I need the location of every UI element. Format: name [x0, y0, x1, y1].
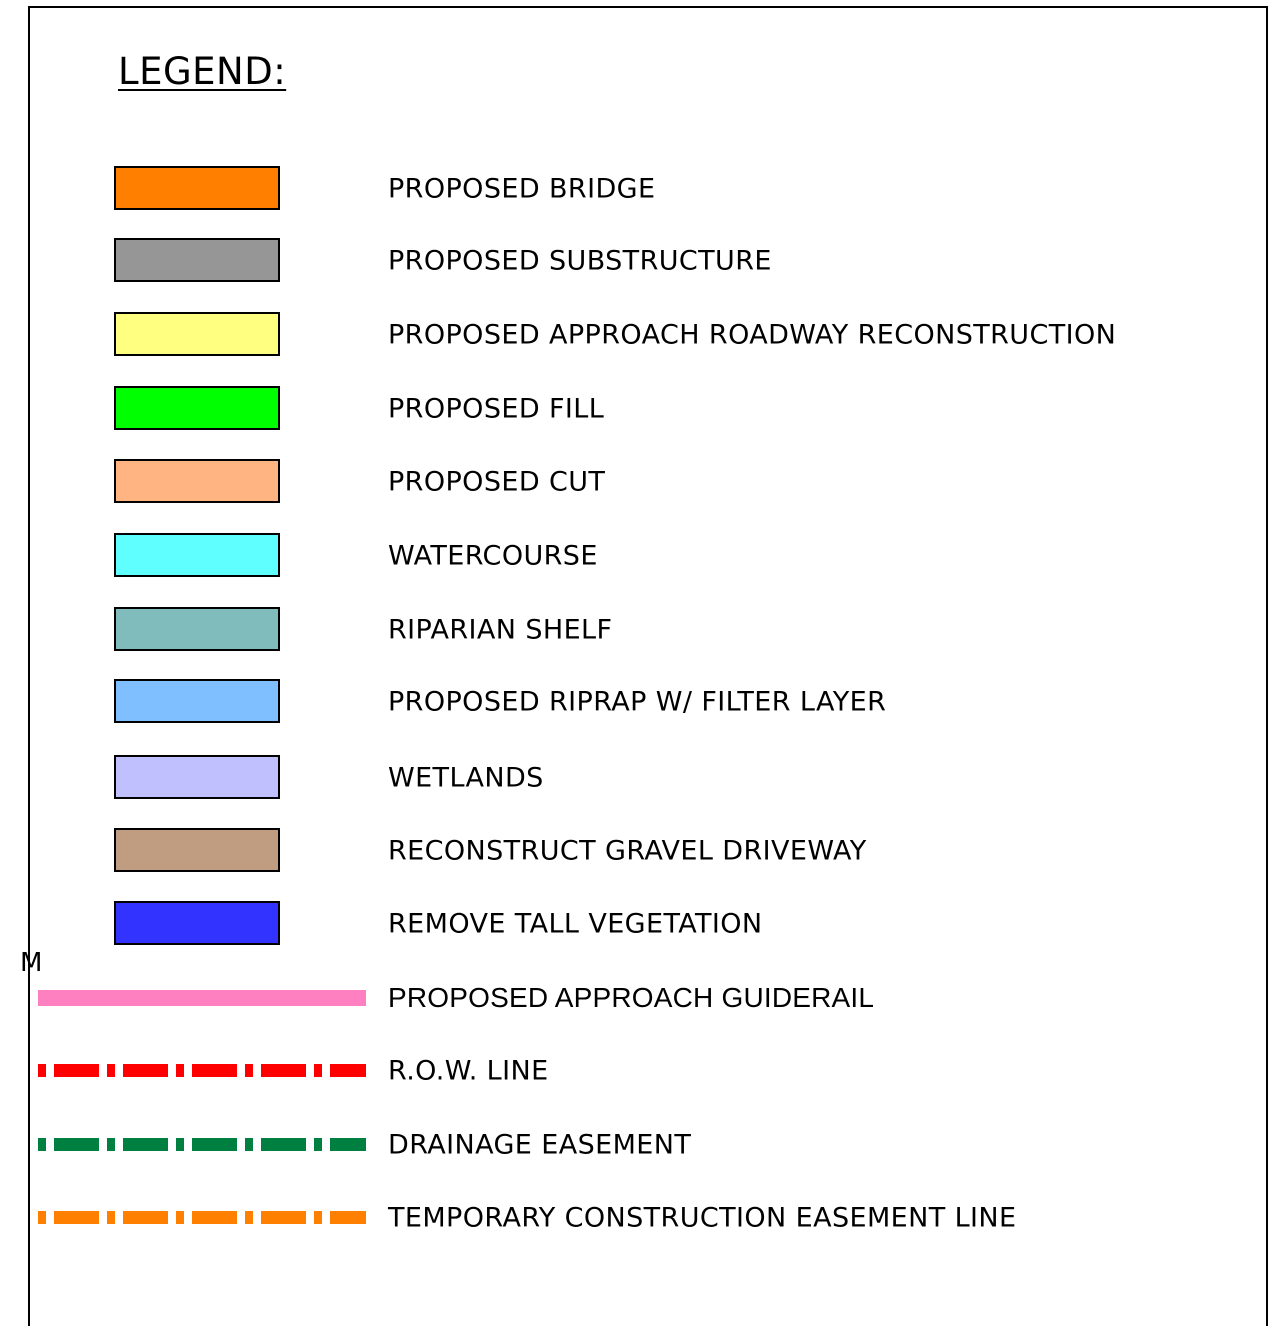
- legend-item-label: PROPOSED FILL: [388, 393, 605, 425]
- legend-item-label: REMOVE TALL VEGETATION: [388, 908, 763, 940]
- line-segment: [261, 1211, 306, 1224]
- color-swatch: [114, 166, 280, 210]
- legend-item-approach-roadway: [0, 312, 1274, 358]
- legend-item-label: PROPOSED RIPRAP W/ FILTER LAYER: [388, 686, 887, 718]
- legend-item-proposed-bridge: [0, 166, 1274, 212]
- legend-item-label: RECONSTRUCT GRAVEL DRIVEWAY: [388, 835, 867, 867]
- legend-item-label: TEMPORARY CONSTRUCTION EASEMENT LINE: [388, 1202, 1017, 1234]
- color-swatch: [114, 459, 280, 503]
- line-segment: [54, 1138, 99, 1151]
- legend-item-riprap: [0, 679, 1274, 725]
- color-swatch: [114, 828, 280, 872]
- legend-item-guiderail: [0, 975, 1274, 1021]
- line-symbol: [36, 1208, 368, 1228]
- line-segment: [123, 1211, 168, 1224]
- line-segment: [261, 1138, 306, 1151]
- color-swatch: [114, 312, 280, 356]
- line-segment: [54, 1064, 99, 1077]
- line-segment: [330, 1211, 366, 1224]
- line-segment: [245, 1211, 253, 1224]
- line-segment: [38, 990, 366, 1006]
- line-segment: [123, 1138, 168, 1151]
- line-segment: [261, 1064, 306, 1077]
- line-segment: [54, 1211, 99, 1224]
- line-segment: [192, 1064, 237, 1077]
- legend-item-gravel-driveway: [0, 828, 1274, 874]
- legend-item-label: R.O.W. LINE: [388, 1055, 549, 1087]
- line-segment: [38, 1064, 46, 1077]
- legend-item-label: PROPOSED APPROACH GUIDERAIL: [388, 982, 875, 1013]
- line-symbol: [36, 988, 368, 1008]
- legend-item-proposed-substructure: [0, 238, 1274, 284]
- line-segment: [123, 1064, 168, 1077]
- line-segment: [107, 1064, 115, 1077]
- line-segment: [314, 1211, 322, 1224]
- line-segment: [330, 1138, 366, 1151]
- color-swatch: [114, 679, 280, 723]
- legend-item-label: PROPOSED BRIDGE: [388, 173, 656, 205]
- legend-item-row-line: [0, 1048, 1274, 1094]
- line-segment: [38, 1138, 46, 1151]
- legend-item-label: PROPOSED SUBSTRUCTURE: [388, 245, 772, 277]
- legend-item-label: PROPOSED CUT: [388, 466, 606, 498]
- color-swatch: [114, 755, 280, 799]
- color-swatch: [114, 607, 280, 651]
- line-segment: [176, 1211, 184, 1224]
- legend-item-tall-vegetation: [0, 901, 1274, 947]
- line-segment: [176, 1064, 184, 1077]
- legend-item-riparian-shelf: [0, 607, 1274, 653]
- line-segment: [314, 1138, 322, 1151]
- line-segment: [176, 1138, 184, 1151]
- line-segment: [330, 1064, 366, 1077]
- legend-item-label: PROPOSED APPROACH ROADWAY RECONSTRUCTION: [388, 319, 1117, 351]
- clipped-glyph: M: [20, 948, 43, 978]
- legend-item-label: WETLANDS: [388, 762, 544, 794]
- line-segment: [314, 1064, 322, 1077]
- legend-item-label: RIPARIAN SHELF: [388, 614, 613, 646]
- line-segment: [192, 1138, 237, 1151]
- color-swatch: [114, 533, 280, 577]
- color-swatch: [114, 386, 280, 430]
- legend-item-label: WATERCOURSE: [388, 540, 598, 572]
- legend-title: LEGEND:: [118, 50, 287, 93]
- line-symbol: [36, 1135, 368, 1155]
- legend-item-proposed-fill: [0, 386, 1274, 432]
- legend-item-proposed-cut: [0, 459, 1274, 505]
- legend-item-wetlands: [0, 755, 1274, 801]
- line-symbol: [36, 1061, 368, 1081]
- line-segment: [245, 1064, 253, 1077]
- line-segment: [38, 1211, 46, 1224]
- legend-item-label: DRAINAGE EASEMENT: [388, 1129, 692, 1161]
- line-segment: [192, 1211, 237, 1224]
- line-segment: [245, 1138, 253, 1151]
- legend-item-temporary-construction-easement: [0, 1195, 1274, 1241]
- line-segment: [107, 1138, 115, 1151]
- legend-item-watercourse: [0, 533, 1274, 579]
- legend-item-drainage-easement: [0, 1122, 1274, 1168]
- color-swatch: [114, 238, 280, 282]
- line-segment: [107, 1211, 115, 1224]
- color-swatch: [114, 901, 280, 945]
